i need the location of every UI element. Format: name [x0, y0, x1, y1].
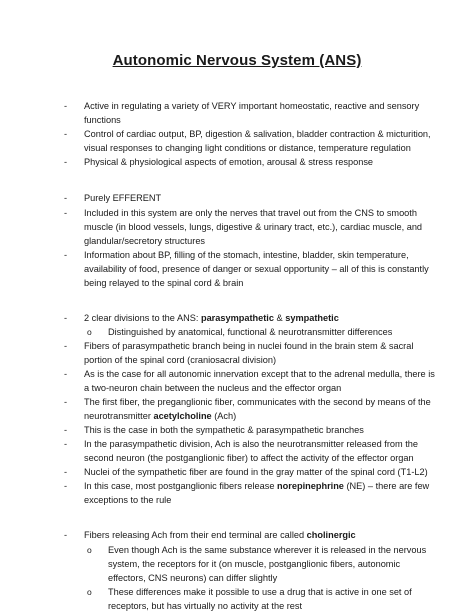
text-line: Fibers releasing Ach from their end terminal are called cholinergic	[84, 530, 356, 540]
bold-term: sympathetic	[285, 313, 339, 323]
dash-bullet: -	[64, 530, 68, 540]
text-line: second neuron (the postganglionic fiber) to affect the activity of the effector organ	[84, 453, 414, 463]
text-line: neurotransmitter acetylcholine (Ach)	[84, 411, 237, 421]
dash-bullet: -	[64, 397, 68, 407]
text-line: Information about BP, filling of the stomach, intestine, bladder, skin temperature,	[84, 250, 409, 260]
dash-bullet: -	[64, 467, 68, 477]
text-line: visual responses to changing light conditions or distance, temperature regulation	[84, 143, 411, 153]
text-line: being relayed to the spinal cord & brain	[84, 278, 244, 288]
text-line: Control of cardiac output, BP, digestion & salivation, bladder contraction & micturition,	[84, 129, 431, 139]
dash-bullet: -	[64, 481, 68, 491]
dash-bullet: -	[64, 313, 68, 323]
dash-bullet: -	[64, 369, 68, 379]
text-line: a two-neuron chain between the nucleus and the effector organ	[84, 383, 342, 393]
text-line: glandular/secretory structures	[84, 236, 206, 246]
text-line: exceptions to the rule	[84, 495, 172, 505]
text-line: Physical & physiological aspects of emotion, arousal & stress response	[84, 157, 374, 167]
text-line: availability of food, presence of danger or sexual opportunity – all of this is constantly	[84, 264, 429, 274]
text-line: portion of the spinal cord (craniosacral division)	[84, 355, 277, 365]
text-line: Active in regulating a variety of VERY important homeostatic, reactive and sensory	[84, 101, 420, 111]
text-line: 2 clear divisions to the ANS: parasympathetic & sympathetic	[84, 313, 339, 323]
dash-bullet: -	[64, 341, 68, 351]
dash-bullet: -	[64, 193, 68, 203]
text-line: Nuclei of the sympathetic fiber are found in the gray matter of the spinal cord (T1-L2)	[84, 467, 428, 477]
bold-term: parasympathetic	[200, 313, 274, 323]
dash-bullet: -	[64, 129, 68, 139]
circle-bullet: o	[87, 587, 92, 597]
dash-bullet: -	[64, 208, 68, 218]
bold-term: cholinergic	[306, 530, 356, 540]
text-line: functions	[84, 115, 121, 125]
bold-term: norepinephrine	[277, 481, 344, 491]
text-line: These differences make it possible to use a drug that is active in one set of	[108, 587, 412, 597]
dash-bullet: -	[64, 425, 68, 435]
dash-bullet: -	[64, 157, 68, 167]
text-line: Distinguished by anatomical, functional & neurotransmitter differences	[108, 327, 393, 337]
bold-term: acetylcholine	[153, 411, 212, 421]
page-title: Autonomic Nervous System (ANS)	[112, 52, 362, 69]
dash-bullet: -	[64, 250, 68, 260]
text-line: Fibers of parasympathetic branch being in nuclei found in the brain stem & sacral	[84, 341, 414, 351]
text-line: muscle (in blood vessels, lungs, digestive & urinary tract, etc.), cardiac muscle, and	[84, 222, 423, 232]
text-line: effectors, CNS neurons) can differ slightly	[108, 573, 278, 583]
text-line: As is the case for all autonomic innervation except that to the adrenal medulla, there is	[84, 369, 435, 379]
text-line: Included in this system are only the nerves that travel out from the CNS to smooth	[84, 208, 417, 218]
circle-bullet: o	[87, 545, 92, 555]
text-line: In this case, most postganglionic fibers release norepinephrine (NE) – there are few	[84, 481, 430, 491]
text-line: Purely EFFERENT	[84, 193, 162, 203]
dash-bullet: -	[64, 439, 68, 449]
text-line: This is the case in both the sympathetic & parasympathetic branches	[84, 425, 364, 435]
circle-bullet: o	[87, 327, 92, 337]
text-line: Even though Ach is the same substance wherever it is released in the nervous	[108, 545, 427, 555]
dash-bullet: -	[64, 101, 68, 111]
text-line: In the parasympathetic division, Ach is also the neurotransmitter released from the	[84, 439, 418, 449]
text-line: receptors, but has virtually no activity at the rest	[108, 601, 303, 611]
text-line: system, the receptors for it (on muscle, postganglionic fibers, autonomic	[108, 559, 401, 569]
text-line: The first fiber, the preganglionic fiber, communicates with the second by means of the	[84, 397, 431, 407]
